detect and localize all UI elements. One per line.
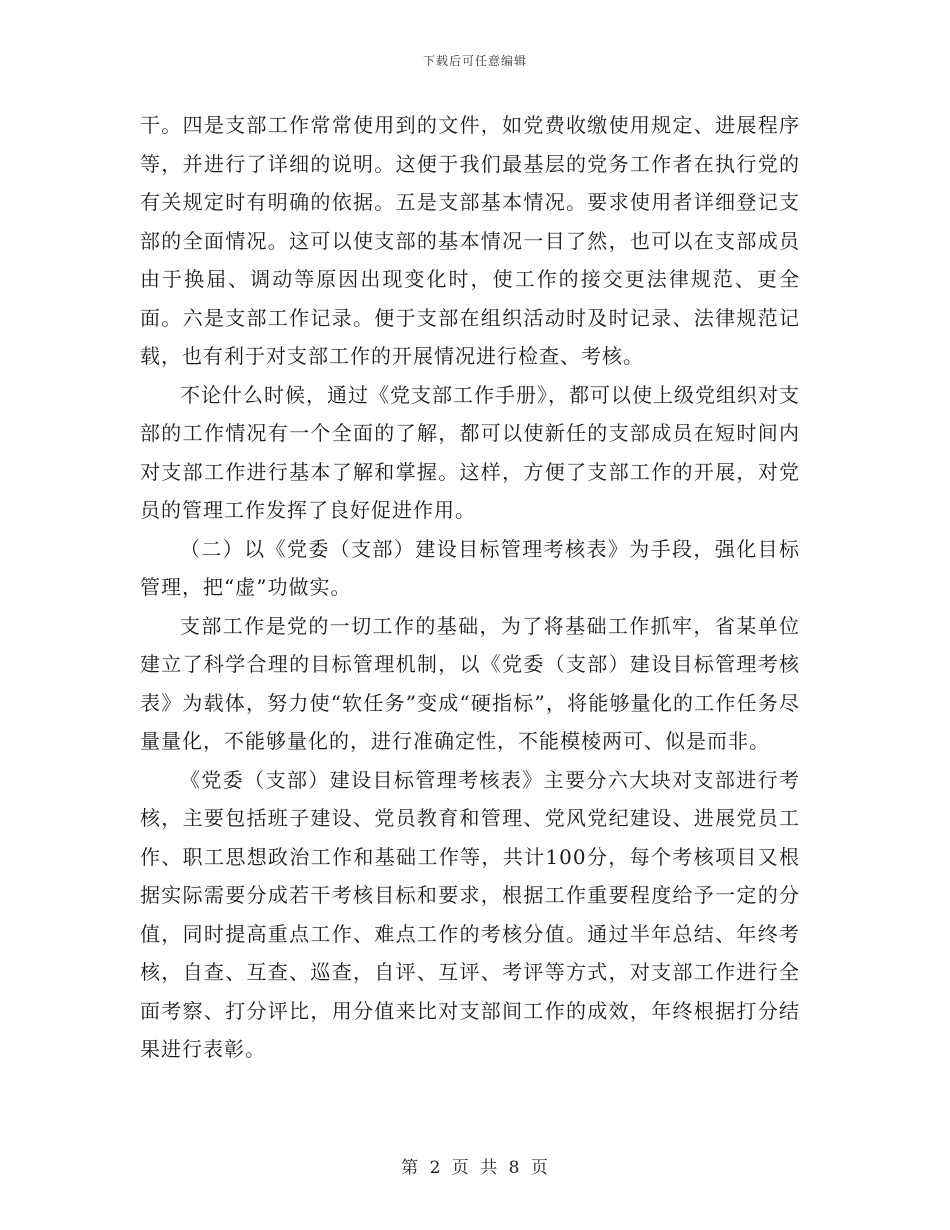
page-header: 下载后可任意编辑 <box>422 54 527 68</box>
body-paragraph: 支部工作是党的一切工作的基础，为了将基础工作抓牢，省某单位建立了科学合理的目标管理机制，以《党委（支部）建设目标管理考核表》为载体，努力使“软任务”变成“硬指标”，将能够量化的工作任务尽量量化，不能够量化的，进行准确定性，不能模棱两可、似是而非。 <box>140 613 800 753</box>
body-paragraph: 不论什么时候，通过《党支部工作手册》，都可以使上级党组织对支部的工作情况有一个全面的了解，都可以使新任的支部成员在短时间内对支部工作进行基本了解和掌握。这样，方便了支部工作的开展，对党员的管理工作发挥了良好促进作用。 <box>140 382 800 522</box>
page-number: 第 2 页 共 8 页 <box>401 1158 549 1178</box>
body-paragraph: 《党委（支部）建设目标管理考核表》主要分六大块对支部进行考核，主要包括班子建设、党员教育和管理、党风党纪建设、进展党员工作、职工思想政治工作和基础工作等，共计100分，每个考核项目又根据实际需要分成若干考核目标和要求，根据工作重要程度给予一定的分值，同时提高重点工作、难点工作的考核分值。通过半年总结、年终考核，自查、互查、巡查，自评、互评、考评等方式，对支部工作进行全面考察、打分评比，用分值来比对支部间工作的成效，年终根据打分结果进行表彰。 <box>140 767 800 1061</box>
document-body <box>140 106 800 1069</box>
body-paragraph-continuation: 干。四是支部工作常常使用到的文件，如党费收缴使用规定、进展程序等，并进行了详细的说明。这便于我们最基层的党务工作者在执行党的有关规定时有明确的依据。五是支部基本情况。要求使用者详细登记支部的全面情况。这可以使支部的基本情况一目了然，也可以在支部成员由于换届、调动等原因出现变化时，使工作的接交更法律规范、更全面。六是支部工作记录。便于支部在组织活动时及时记录、法律规范记载，也有利于对支部工作的开展情况进行检查、考核。 <box>140 113 800 368</box>
section-heading: （二）以《党委（支部）建设目标管理考核表》为手段，强化目标管理，把“虚”功做实。 <box>140 536 800 599</box>
